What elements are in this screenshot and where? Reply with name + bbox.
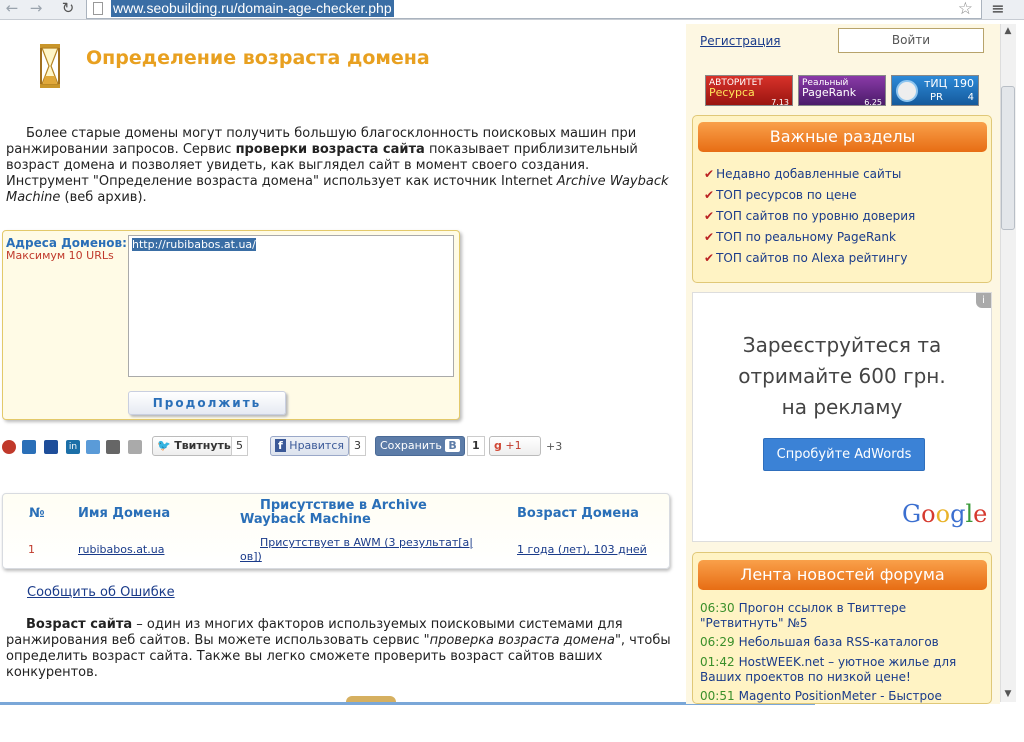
tic-pr-badge[interactable] [891,75,979,106]
globe-icon [896,80,918,102]
checkmark-icon: ✔ [704,251,715,265]
news-item[interactable]: 06:29 Небольшая база RSS-каталогов [700,635,939,649]
twitter-icon: 🐦 [157,439,171,452]
badge-label: PageRank [802,86,857,99]
result-domain-link[interactable]: rubibabos.at.ua [78,543,165,556]
important-link[interactable]: ✔ ТОП ресурсов по цене [704,188,857,202]
badge-value: 4 [967,92,974,103]
important-link[interactable]: ✔ ТОП сайтов по уровню доверия [704,209,916,223]
info-icon[interactable]: i [976,293,991,308]
vk-icon: B [445,439,459,452]
facebook-like-button[interactable]: f Нравится [270,436,349,456]
scroll-down-icon[interactable]: ▼ [1004,689,1012,699]
bookmark-star-icon[interactable]: ☆ [957,0,973,19]
facebook-icon: f [275,439,286,452]
google-logo: Google [902,500,988,528]
vk-count: 1 [467,436,485,456]
scrollbar-thumb[interactable] [1001,86,1015,230]
share-icon[interactable] [86,440,100,454]
hourglass-icon [38,44,62,88]
gplus-count: +3 [546,440,563,453]
address-bar[interactable] [86,0,982,19]
badge-label: Реальный [802,78,849,88]
max-urls-note: Максимум 10 URLs [6,249,114,262]
page-title: Определение возраста домена [86,47,430,69]
badge-value: 7.13 [771,98,789,107]
important-link[interactable]: ✔ ТОП по реальному PageRank [704,230,896,244]
badge-value: 6.25 [864,98,882,107]
forward-icon[interactable]: → [29,0,43,17]
scroll-up-icon[interactable]: ▲ [1004,26,1012,36]
important-title: Важные разделы [698,122,987,152]
share-icon[interactable] [2,440,16,454]
share-icon[interactable] [106,440,120,454]
col-header-age: Возраст Домена [517,506,639,521]
adwords-button[interactable]: Спробуйте AdWords [763,438,925,471]
checkmark-icon: ✔ [704,167,715,181]
reload-icon[interactable]: ↻ [61,0,75,17]
checkmark-icon: ✔ [704,230,715,244]
result-age-link[interactable]: 1 года (лет), 103 дней [517,543,647,556]
like-count: 3 [349,436,366,456]
domains-label: Адреса Доменов: [6,236,127,250]
report-error-link[interactable]: Сообщить об Ошибке [27,585,175,600]
page-icon [93,2,103,15]
ad-text: Зареєструйтеся та отримайте 600 грн. на рекламу [738,333,946,419]
tweet-count: 5 [231,436,248,456]
authority-badge[interactable] [705,75,793,106]
vk-save-button[interactable]: Сохранить B [375,436,465,456]
badge-label: Ресурса [709,86,755,99]
pagerank-badge[interactable] [798,75,886,106]
news-item[interactable]: 06:30 Прогон ссылок в Твиттере "Ретвитнуть" №5 [700,601,907,630]
continue-button[interactable]: Продолжить [128,391,286,415]
login-button[interactable]: Войти [838,28,984,53]
badge-label: АВТОРИТЕТ [709,78,763,88]
tweet-button[interactable]: 🐦 Твитнуть [152,436,236,456]
badge-value: 190 [953,77,974,90]
forum-news-title: Лента новостей форума [698,560,987,590]
back-icon[interactable]: ← [5,0,19,17]
domains-textarea[interactable]: http://rubibabos.at.ua/ [128,235,454,377]
badge-label: тИЦ [924,77,948,90]
menu-icon[interactable]: ≡ [991,0,1005,18]
share-icon[interactable] [44,440,58,454]
url-text[interactable]: www.seobuilding.ru/domain-age-checker.php [113,0,392,16]
linkedin-icon[interactable]: in [66,440,80,454]
outro-text: Возраст сайта – один из многих факторов используемых поисковыми системами для ранжирования веб сайтов. Вы можете использовать сервис "проверка возраста домена", чтобы определить возраст сайта. Также вы легко сможете проверить возраст сайтов ваших конкурентов. [6,617,671,680]
news-item[interactable]: 01:42 HostWEEK.net – уютное жилье для Ваших проектов по низкой цене! [700,655,957,684]
col-header-domain: Имя Домена [78,506,171,521]
news-item[interactable]: 00:51 Magento PositionMeter - Быстрое [700,689,942,703]
gplus-icon: g [494,439,502,452]
col-header-awm: Присутствие в Archive Wayback Machine [240,498,427,527]
intro-text: Более старые домены могут получить большую благосклонность поисковых машин при ранжировании запросов. Сервис проверки возраста сайта показывает приблизительный возраст домена и позволяет увидеть, как выглядел сайт в момент своего создания. Инструмент "Определение возраста домена" использует как источник Internet Archive Wayback Machine (веб архив). [6,126,669,205]
important-link[interactable]: ✔ ТОП сайтов по Alexa рейтингу [704,251,908,265]
google-plus-button[interactable]: g +1 [489,436,541,456]
result-awm-link[interactable]: Присутствует в AWM (3 результат[а|ов]) [240,536,473,563]
share-icon[interactable] [22,440,36,454]
result-num: 1 [28,543,35,556]
register-link[interactable]: Регистрация [700,34,781,48]
col-header-num: № [29,506,45,521]
share-icon[interactable] [128,440,142,454]
important-link[interactable]: ✔ Недавно добавленные сайты [704,167,902,181]
checkmark-icon: ✔ [704,209,715,223]
badge-label: PR [930,92,943,103]
checkmark-icon: ✔ [704,188,715,202]
